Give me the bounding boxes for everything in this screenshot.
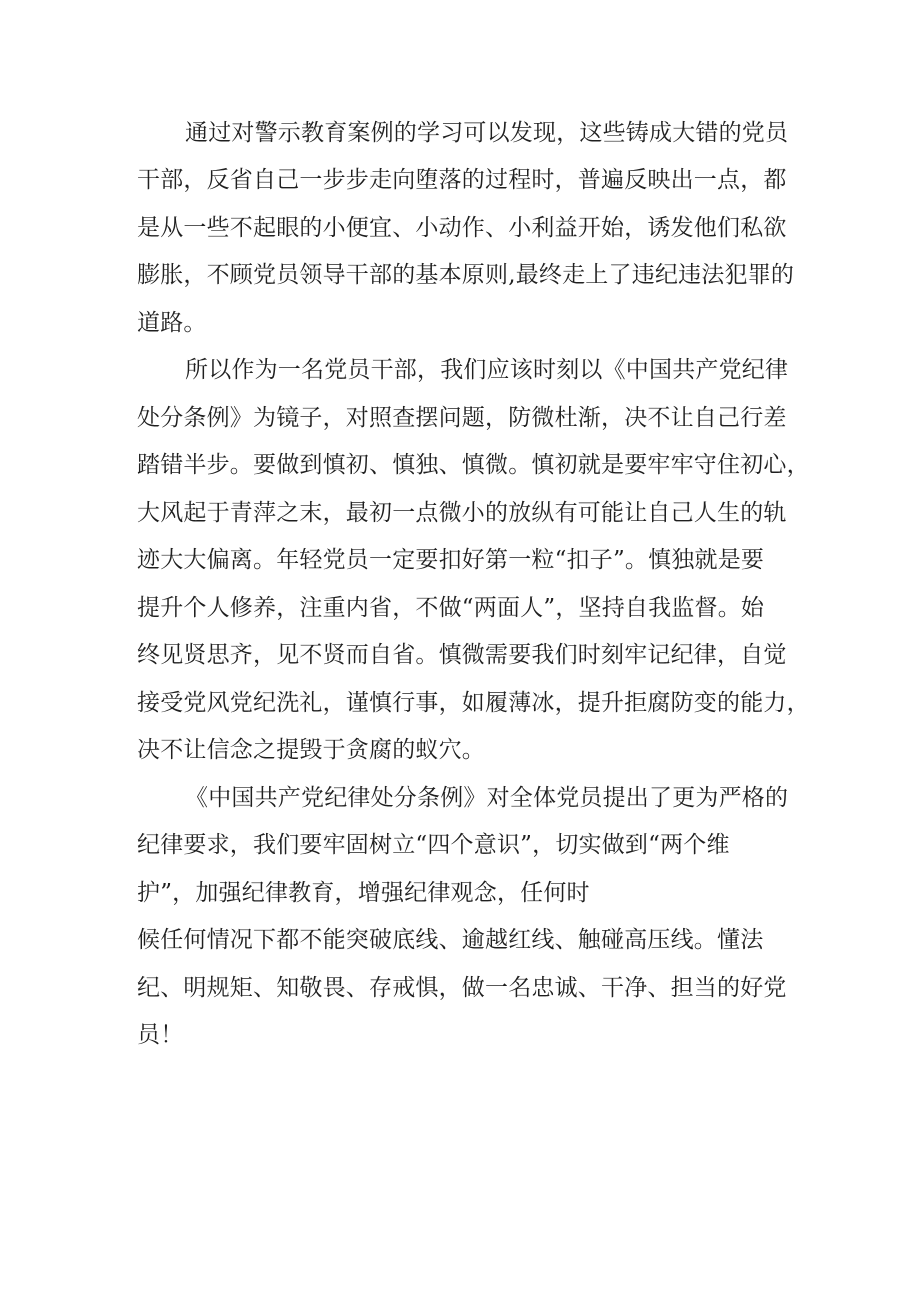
paragraph-line: 终见贤思齐，见不贤而自省。慎微需要我们时刻牢记纪律，自觉: [137, 642, 787, 668]
paragraph-line: 接受党风党纪洗礼，谨慎行事，如履薄冰，提升拒腐防变的能力，: [137, 690, 810, 716]
paragraph-line: 员！: [137, 1022, 184, 1048]
paragraph-line: 膨胀，不顾党员领导干部的基本原则,最终走上了违纪违法犯罪的: [137, 262, 795, 288]
paragraph-line: 大风起于青萍之末，最初一点微小的放纵有可能让自己人生的轨: [137, 500, 787, 526]
paragraph-line: 迹大大偏离。年轻党员一定要扣好第一粒“扣子”。慎独就是要: [137, 547, 765, 573]
paragraph-line: 踏错半步。要做到慎初、慎独、慎微。慎初就是要牢牢守住初心，: [137, 452, 810, 478]
paragraph-line: 纪、明规矩、知敬畏、存戒惧，做一名忠诚、干净、担当的好党: [137, 975, 787, 1001]
paragraph-line: 所以作为一名党员干部，我们应该时刻以《中国共产党纪律: [185, 357, 789, 383]
paragraph-line: 候任何情况下都不能突破底线、逾越红线、触碰高压线。懂法: [137, 927, 764, 953]
paragraph-line: 干部，反省自己一步步走向堕落的过程时，普遍反映出一点，都: [137, 167, 787, 193]
paragraph-line: 提升个人修养，注重内省，不做“两面人”，坚持自我监督。始: [137, 595, 765, 621]
paragraph-line: 决不让信念之提毁于贪腐的蚁穴。: [137, 737, 485, 763]
paragraph-line: 处分条例》为镜子，对照查摆问题，防微杜渐，决不让自己行差: [137, 405, 787, 431]
paragraph-line: 纪律要求，我们要牢固树立“四个意识”，切实做到“两个维: [137, 832, 730, 858]
paragraph-line: 护”，加强纪律教育，增强纪律观念，任何时: [137, 880, 590, 906]
paragraph-line: 是从一些不起眼的小便宜、小动作、小利益开始，诱发他们私欲: [137, 215, 787, 241]
paragraph-line: 道路。: [137, 310, 207, 336]
paragraph-line: 通过对警示教育案例的学习可以发现，这些铸成大错的党员: [185, 120, 789, 146]
paragraph-line: 《中国共产党纪律处分条例》对全体党员提出了更为严格的: [185, 785, 789, 811]
